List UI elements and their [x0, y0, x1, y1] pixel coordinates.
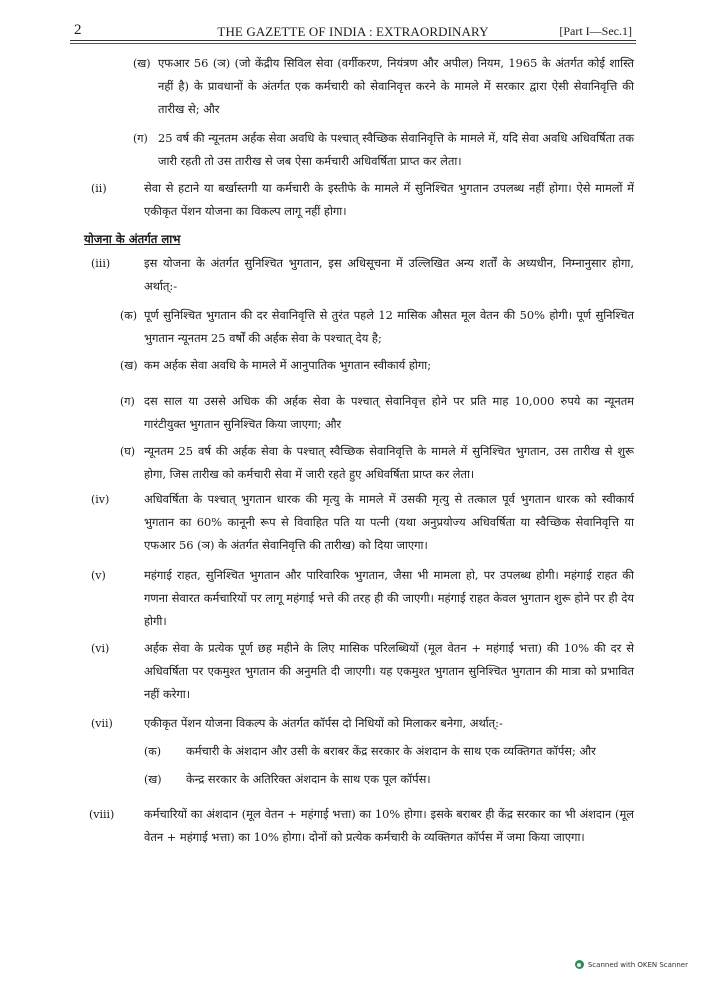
- subclause-text: केन्द्र सरकार के अतिरिक्त अंशदान के साथ एक पूल कॉर्पस।: [186, 772, 431, 786]
- subclause-text: न्यूनतम 25 वर्ष की अर्हक सेवा के पश्चात् स्वैच्छिक सेवानिवृत्ति के मामले में सुनिश्चित भुगतान, उस तारीख से शुरू होगा, जिस तारीख को कर्मचारी सेवा में जारी रहते हुए अधिवर्षिता प्राप्त कर लेता।: [144, 444, 634, 481]
- subclause-label: (ख): [144, 773, 162, 786]
- subclause-label: (ख): [120, 359, 138, 372]
- subclause-label: (घ): [120, 445, 136, 458]
- clause-text: इस योजना के अंतर्गत सुनिश्चित भुगतान, इस अधिसूचना में उल्लिखित अन्य शर्तों के अध्यधीन, निम्नानुसार होगा, अर्थात्:-: [144, 256, 634, 293]
- subclause-text: कर्मचारी के अंशदान और उसी के बराबर केंद्र सरकार के अंशदान के साथ एक व्यक्तिगत कॉर्पस; और: [186, 744, 596, 758]
- subclause-label: (ग): [120, 395, 135, 408]
- clause-label: (v): [91, 569, 106, 582]
- clause-label: (viii): [89, 808, 115, 821]
- clause-text: महंगाई राहत, सुनिश्चित भुगतान और पारिवारिक भुगतान, जैसा भी मामला हो, पर उपलब्ध होगी। महंगाई राहत की गणना सेवारत कर्मचारियों पर लागू महंगाई भत्ते की तरह ही की जाएगी। महंगाई राहत केवल भुगतान शुरू होने पर ही देय होगी।: [144, 568, 634, 628]
- clause-label: (ii): [91, 182, 107, 195]
- clause-text: एकीकृत पेंशन योजना विकल्प के अंतर्गत कॉर्पस दो निधियों को मिलाकर बनेगा, अर्थात्:-: [144, 716, 503, 730]
- oken-scanner-logo-icon: [575, 960, 584, 969]
- subclause-text: कम अर्हक सेवा अवधि के मामले में आनुपातिक भुगतान स्वीकार्य होगा;: [144, 358, 432, 372]
- clause-label: (ग): [133, 132, 148, 145]
- clause-label: (iii): [91, 257, 111, 270]
- header-rule: [70, 40, 636, 41]
- part-section: [Part I—Sec.1]: [559, 24, 632, 38]
- scanner-watermark: [575, 960, 688, 969]
- clause-label: (iv): [91, 493, 110, 506]
- clause-text: अर्हक सेवा के प्रत्येक पूर्ण छह महीने के लिए मासिक परिलब्धियों (मूल वेतन + महंगाई भत्ता) की 10% की दर से अधिवर्षिता पर एकमुश्त भुगतान की अनुमति दी जाएगी। यह एकमुश्त भुगतान सुनिश्चित भुगतान की मात्रा को प्रभावित नहीं करेगा।: [144, 641, 634, 701]
- clause-text: कर्मचारियों का अंशदान (मूल वेतन + महंगाई भत्ता) का 10% होगा। इसके बराबर ही केंद्र सरकार का भी अंशदान (मूल वेतन + महंगाई भत्ता) का 10% होगा। दोनों को प्रत्येक कर्मचारी के व्यक्तिगत कॉर्पस में जमा किया जाएगा।: [144, 807, 634, 844]
- clause-label: (ख): [133, 57, 151, 70]
- header-rule-double: [70, 43, 636, 44]
- page-number: 2: [74, 22, 82, 38]
- clause-label: (vi): [91, 642, 110, 655]
- clause-text: सेवा से हटाने या बर्खास्तगी या कर्मचारी के इस्तीफे के मामले में सुनिश्चित भुगतान उपलब्ध नहीं होगा। ऐसे मामलों में एकीकृत पेंशन योजना का विकल्प लागू नहीं होगा।: [144, 181, 634, 218]
- subclause-text: पूर्ण सुनिश्चित भुगतान की दर सेवानिवृत्ति से तुरंत पहले 12 मासिक औसत मूल वेतन की 50% होगी। पूर्ण सुनिश्चित भुगतान न्यूनतम 25 वर्षों की अर्हक सेवा के पश्चात् देय है;: [144, 308, 634, 345]
- clause-text: 25 वर्ष की न्यूनतम अर्हक सेवा अवधि के पश्चात् स्वैच्छिक सेवानिवृत्ति के मामले में, यदि सेवा अवधि अधिवर्षिता तक जारी रहती तो उस तारीख से जब ऐसा कर्मचारी अधिवर्षिता प्राप्त कर लेता।: [158, 131, 634, 168]
- subclause-label: (क): [144, 745, 162, 758]
- clause-label: (vii): [91, 717, 113, 730]
- gazette-title: THE GAZETTE OF INDIA : EXTRAORDINARY: [217, 24, 489, 39]
- clause-text: एफआर 56 (ञ) (जो केंद्रीय सिविल सेवा (वर्गीकरण, नियंत्रण और अपील) नियम, 1965 के अंतर्गत कोई शास्ति नहीं है) के प्रावधानों के अंतर्गत एक कर्मचारी को सेवानिवृत्त करने के मामले में सरकार द्वारा ऐसी सेवानिवृत्ति की तारीख से; और: [158, 56, 634, 116]
- watermark-text: Scanned with OKEN Scanner: [587, 960, 688, 969]
- subclause-label: (क): [120, 309, 138, 322]
- clause-text: अधिवर्षिता के पश्चात् भुगतान धारक की मृत्यु के मामले में उसकी मृत्यु से तत्काल पूर्व भुगतान धारक को स्वीकार्य भुगतान का 60% कानूनी रूप से विवाहित पति या पत्नी (यथा अनुप्रयोज्य अधिवर्षिता या स्वैच्छिक सेवानिवृत्ति या एफआर 56 (ञ) के अंतर्गत सेवानिवृत्ति की तारीख) को दिया जाएगा।: [144, 492, 634, 552]
- section-heading: योजना के अंतर्गत लाभ: [84, 232, 181, 246]
- subclause-text: दस साल या उससे अधिक की अर्हक सेवा के पश्चात् सेवानिवृत्त होने पर प्रति माह 10,000 रुपये का न्यूनतम गारंटीयुक्त भुगतान सुनिश्चित किया जाएगा; और: [144, 394, 634, 431]
